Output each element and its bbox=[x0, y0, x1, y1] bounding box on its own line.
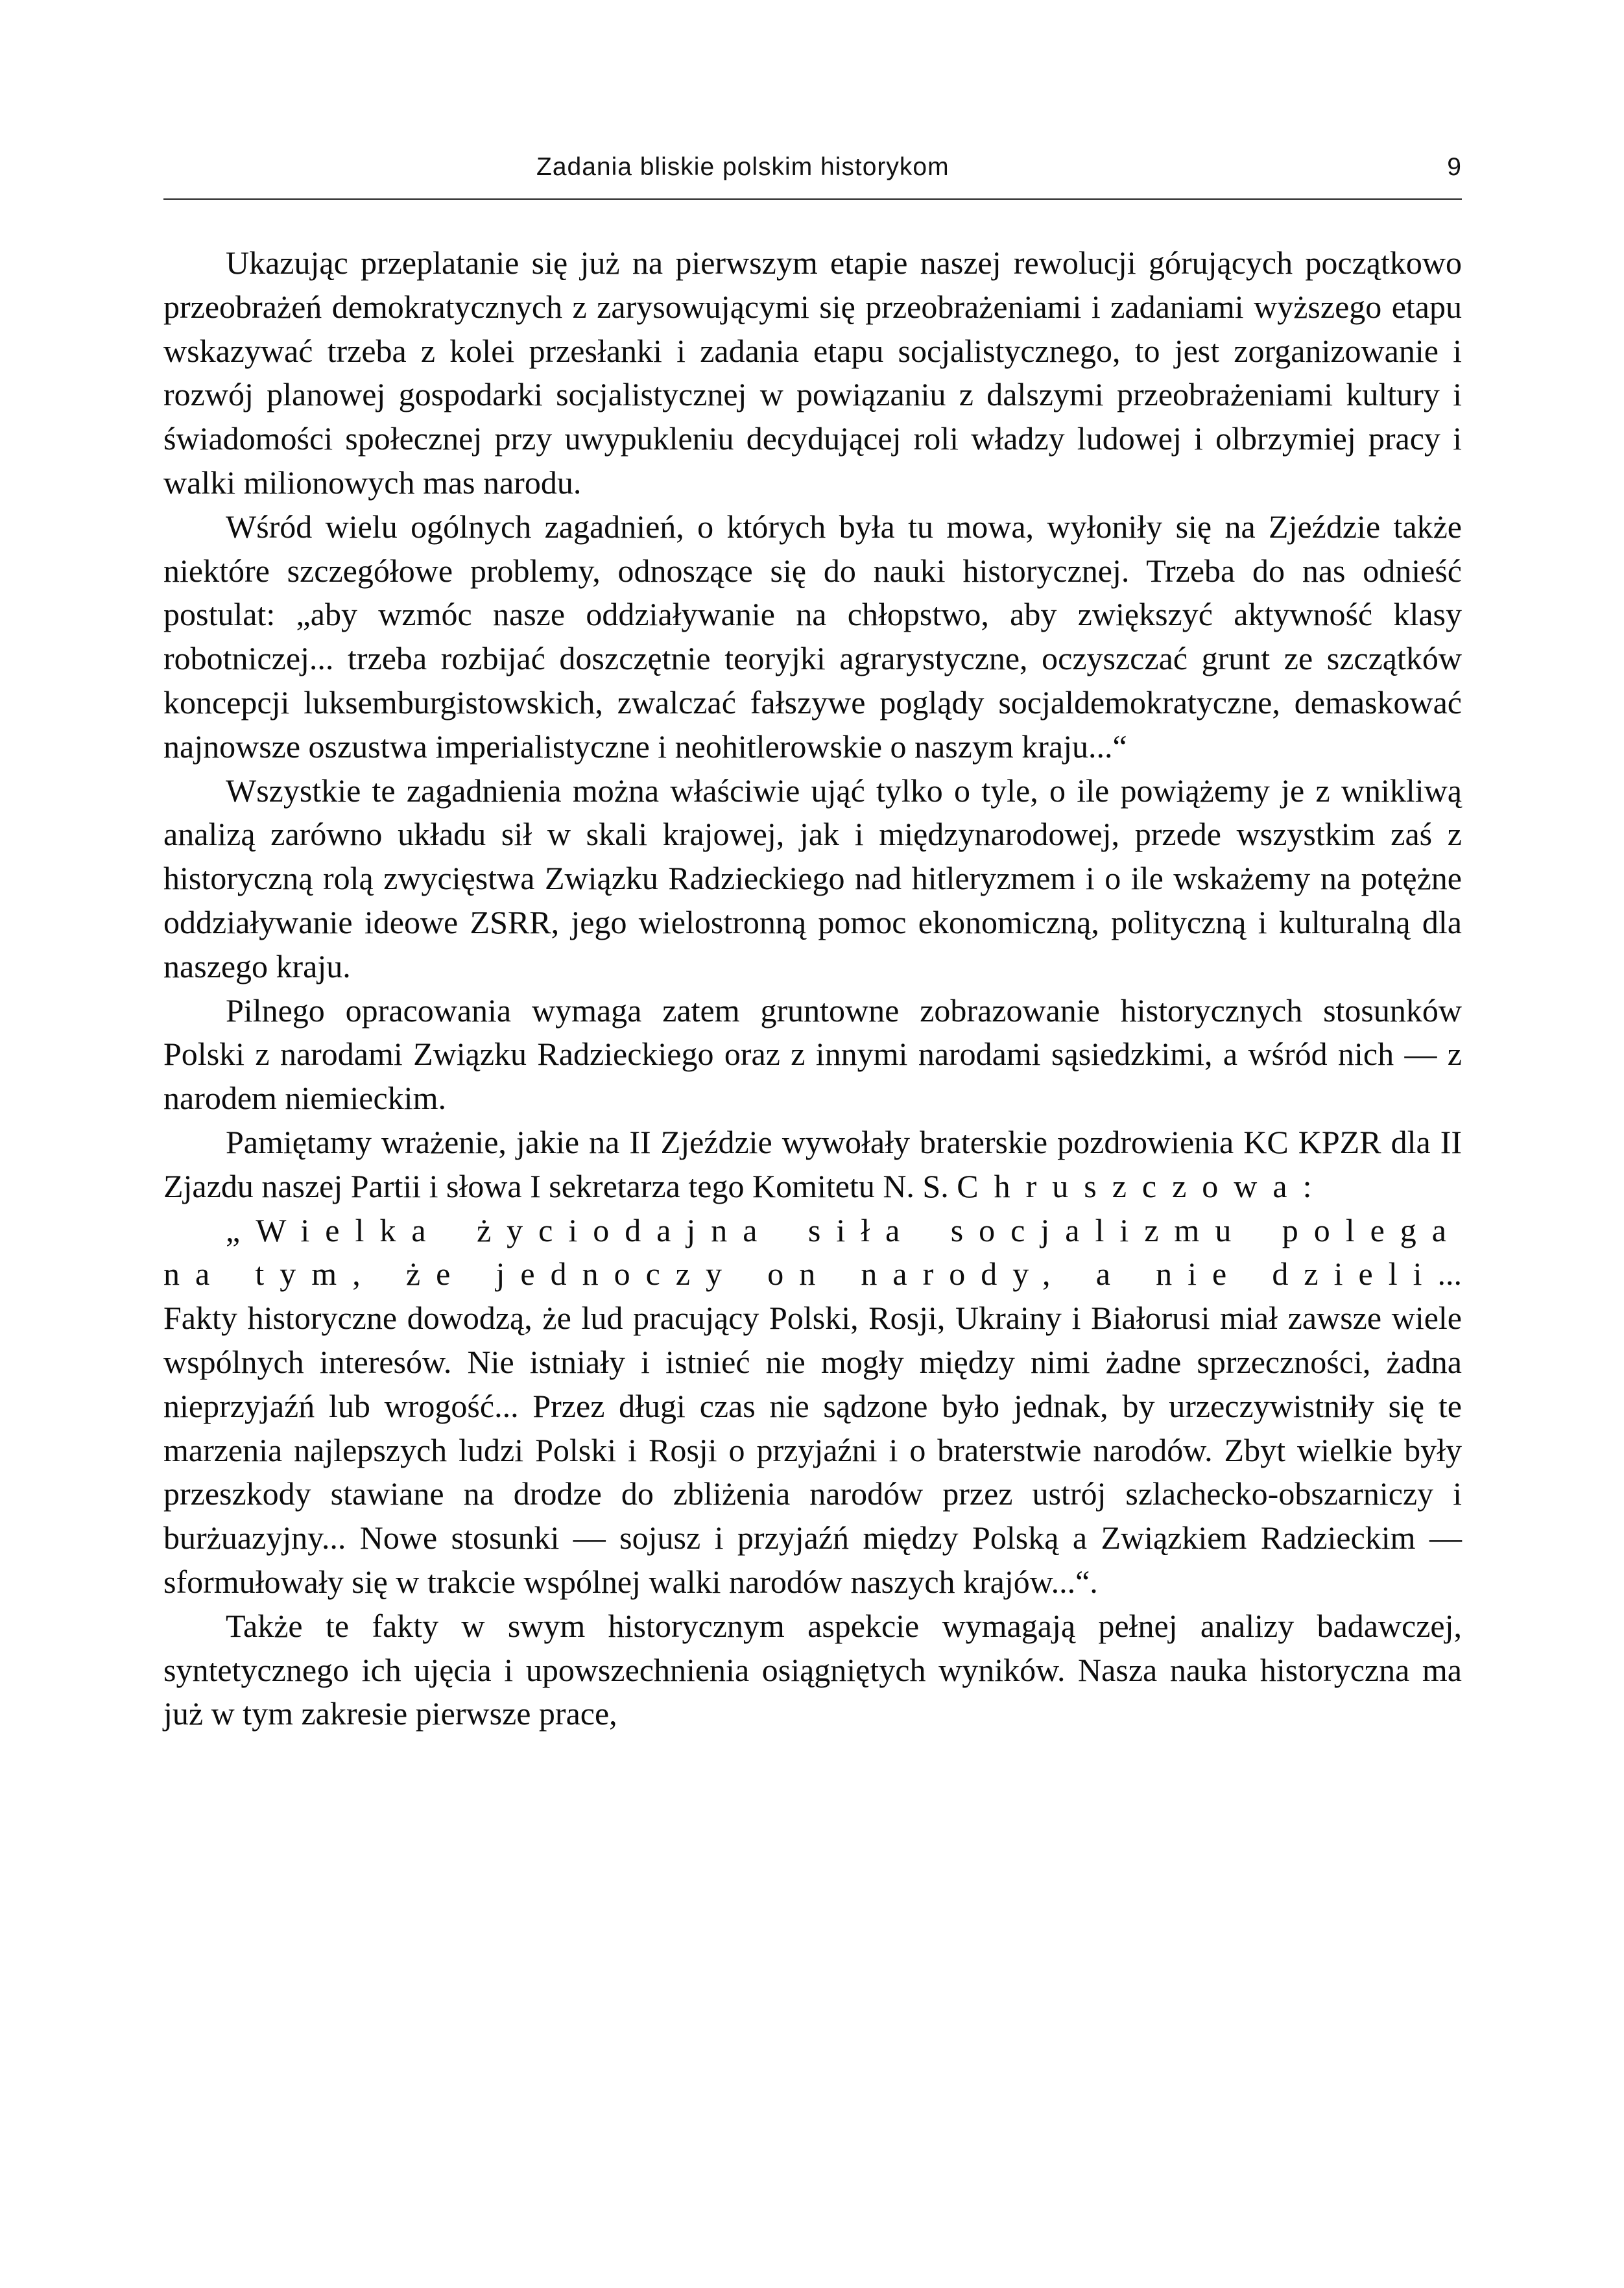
running-header bbox=[163, 153, 1462, 193]
header-rule bbox=[163, 198, 1462, 200]
name-suffix: : bbox=[1302, 1167, 1312, 1204]
paragraph-1: Ukazując przeplatanie się już na pierwszym etapie naszej rewolucji górujących początkowo przeobrażeń demokratycznych z zarysowującymi się przeobrażeniami i zadaniami wyższego etapu wskazywać trzeba z kolei przesłanki i zadania etapu socjalistycznego, to jest zorganizowanie i rozwój planowej gospodarki socjalistycznej w powiązaniu z dalszymi przeobrażeniami kultury i świadomości społecznej przy uwypukleniu decydującej roli władzy ludowej i olbrzymiej pracy i walki milionowych mas narodu. bbox=[163, 244, 1462, 501]
spaced-name: Chruszczowa bbox=[957, 1167, 1303, 1204]
body-text bbox=[163, 241, 1462, 1736]
paragraph-2: Wśród wielu ogólnych zagadnień, o których była tu mowa, wyłoniły się na Zjeździe także niektóre szczegółowe problemy, odnoszące się do nauki historycznej. Trzeba do nas odnieść postulat: „aby wzmóc nasze oddziaływanie na chłopstwo, aby zwiększyć aktywność klasy robotniczej... trzeba rozbijać doszczętnie teoryjki agrarystyczne, oczyszczać grunt ze szczątków koncepcji luksemburgistowskich, zwalczać fałszywe poglądy socjaldemokratyczne, demaskować najnowsze oszustwa imperialistyczne i neohitlerowskie o naszym kraju...“ bbox=[163, 508, 1462, 765]
page-number: 9 bbox=[1447, 153, 1462, 181]
paragraph-5-text: Pamiętamy wrażenie, jakie na II Zjeździe wywołały braterskie pozdrowienia KC KPZR dla II Zjazdu naszej Partii i słowa I sekretarza tego Komitetu N. S. bbox=[163, 1123, 1462, 1204]
quote-continuation: ... Fakty historyczne dowodzą, że lud pracujący Polski, Rosji, Ukrainy i Białorusi miał zawsze wiele wspólnych interesów. Nie istniały i istnieć nie mogły między nimi żadne sprzeczności, żadna nieprzyjaźń lub wrogość... Przez długi czas nie sądzone było jednak, by urzeczywistniły się te marzenia najlepszych ludzi Polski i Rosji o przyjaźni i o braterstwie narodów. Zbyt wielkie były przeszkody stawiane na drodze do zbliżenia narodów przez ustrój szlachecko-obszarniczy i burżuazyjny... Nowe stosunki — sojusz i przyjaźń między Polską a Związkiem Radzieckim — sformułowały się w trakcie wspólnej walki narodów naszych krajów...“. bbox=[163, 1256, 1462, 1600]
quote-paragraph bbox=[163, 1209, 1462, 1604]
paragraph-3: Wszystkie te zagadnienia można właściwie ująć tylko o tyle, o ile powiążemy je z wnikliwą analizą zarówno układu sił w skali krajowej, jak i międzynarodowej, przede wszystkim zaś z historyczną rolą zwycięstwa Związku Radzieckiego nad hitleryzmem i o ile wskażemy na potężne oddziaływanie ideowe ZSRR, jego wielostronną pomoc ekonomiczną, polityczną i kulturalną dla naszego kraju. bbox=[163, 772, 1462, 984]
paragraph-4: Pilnego opracowania wymaga zatem gruntowne zobrazowanie historycznych stosunków Polski z narodami Związku Radzieckiego oraz z innymi narodami sąsiedzkimi, a wśród nich — z narodem niemieckim. bbox=[163, 992, 1462, 1117]
running-title: Zadania bliskie polskim historykom bbox=[536, 153, 949, 181]
spaced-quote: „Wielka życiodajna siła socjalizmu polega na tym, że jednoczy on narody, a nie dzieli bbox=[163, 1211, 1462, 1293]
paragraph-final: Także te fakty w swym historycznym aspekcie wymagają pełnej analizy badawczej, syntetycznego ich ujęcia i upowszechnienia osiągniętych wyników. Nasza nauka historyczna ma już w tym zakresie pierwsze prace, bbox=[163, 1607, 1462, 1732]
paragraph-5 bbox=[163, 1121, 1462, 1209]
